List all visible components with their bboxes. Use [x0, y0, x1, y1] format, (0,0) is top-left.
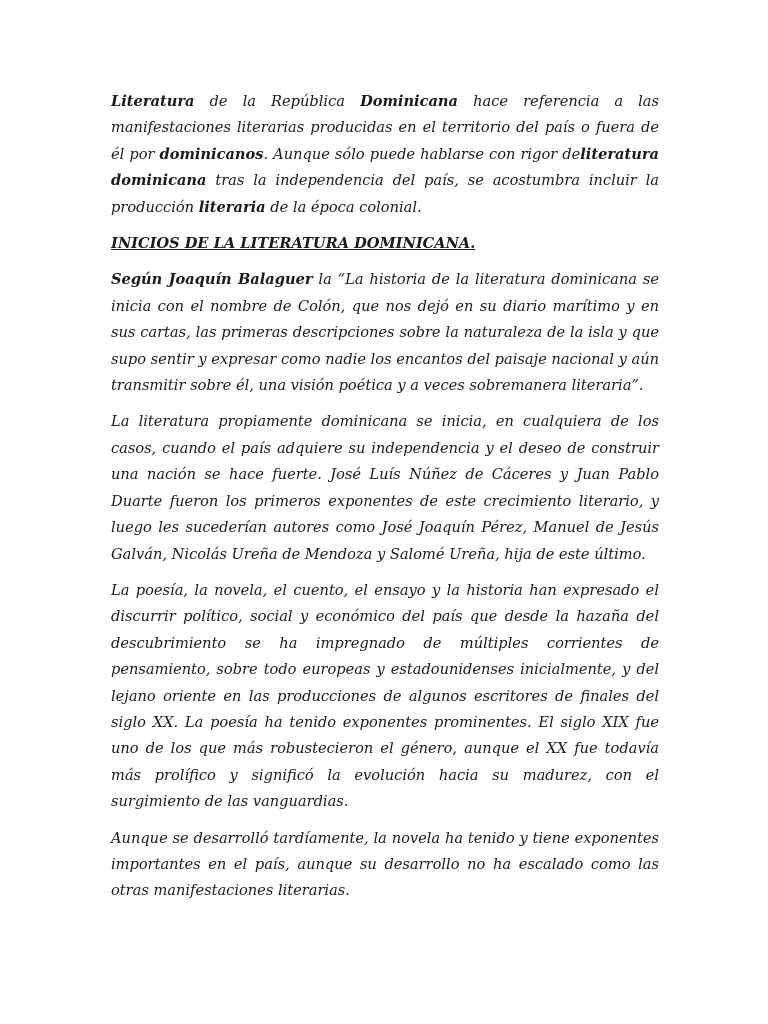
paragraph-novel: Aunque se desarrolló tardíamente, la novela ha tenido y tiene exponentes importantes en el país, aunque su desarrollo no ha escalado como las otras manifestaciones literarias. [111, 829, 659, 900]
text-run: de la República [194, 93, 361, 110]
text-run: tras la independencia del país, se acostumbra incluir la producción [111, 172, 659, 216]
bold-term: literaria [198, 198, 266, 216]
bold-term: Dominicana [360, 93, 459, 110]
bold-term: Según Joaquín Balaguer [111, 271, 313, 289]
bold-term: Literatura [111, 93, 195, 110]
paragraph-intro [111, 89, 659, 221]
bold-term: dominicanos [159, 145, 264, 163]
document-page [111, 89, 659, 915]
paragraph-independence: La literatura propiamente dominicana se inicia, en cualquiera de los casos, cuando el país adquiere su independencia y el deseo de construir una nación se hace fuerte. José Luís Núñez de Cáceres y Juan Pablo Duarte fueron los primeros exponentes de este crecimiento literario, y luego les sucederían autores como José Joaquín Pérez, Manuel de Jesús Galván, Nicolás Ureña de Mendoza y Salomé Ureña, hija de este último. [111, 413, 659, 563]
text-run: la “La historia de la literatura dominicana se inicia con el nombre de Colón, que nos dejó en su diario marítimo y en sus cartas, las primeras descripciones sobre la naturaleza de la isla y que supo sentir y expresar como nadie los encantos del paisaje nacional y aún transmitir sobre él, una visión poética y a veces sobremanera literaria”. [111, 271, 659, 395]
bold-term: literatura dominicana [111, 145, 659, 190]
text-run: de la época colonial. [265, 198, 422, 216]
paragraph-balaguer [111, 267, 659, 399]
text-run: hace referencia a las manifestaciones literarias producidas en el territorio del país o fuera de él por [111, 93, 659, 163]
text-run: . Aunque sólo puede hablarse con rigor de [263, 145, 581, 163]
section-heading: INICIOS DE LA LITERATURA DOMINICANA. [111, 235, 476, 253]
paragraph-genres: La poesía, la novela, el cuento, el ensayo y la historia han expresado el discurrir político, social y económico del país que desde la hazaña del descubrimiento se ha impregnado de múltiples corrientes de pensamiento, sobre todo europeas y estadounidenses inicialmente, y del lejano oriente en las producciones de algunos escritores de finales del siglo XX. La poesía ha tenido exponentes prominentes. El siglo XIX fue uno de los que más robustecieron el género, aunque el XX fue todavía más prolífico y significó la evolución hacia su madurez, con el surgimiento de las vanguardias. [111, 581, 659, 811]
